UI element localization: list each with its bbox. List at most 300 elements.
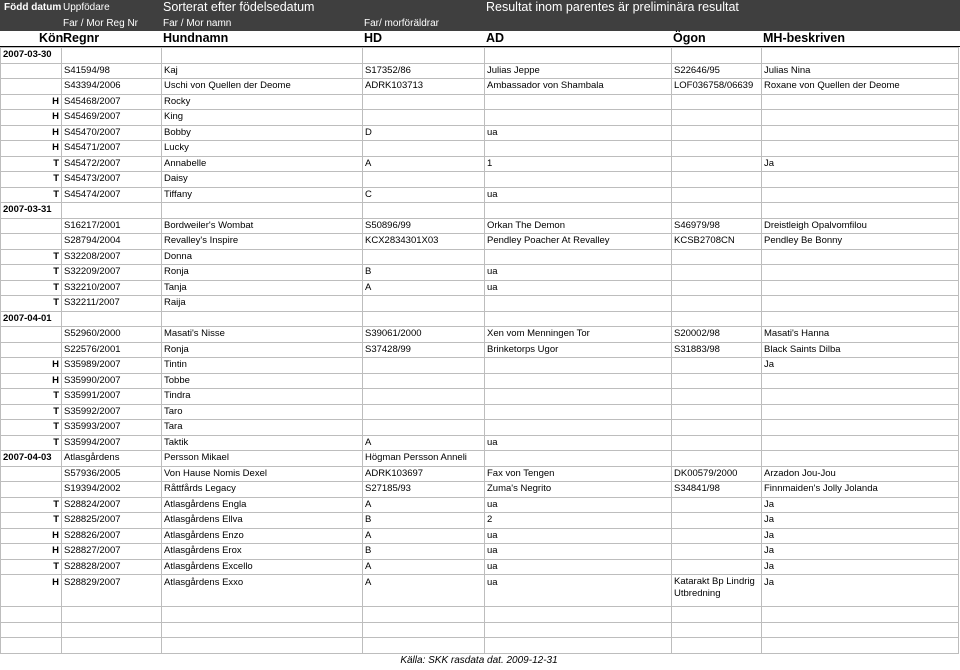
cell-hundnamn: Atlasgårdens Excello [162, 559, 363, 575]
cell-hd: B [363, 265, 485, 281]
cell-ad [485, 451, 672, 467]
cell-mh: Pendley Be Bonny [762, 234, 959, 250]
cell-hundnamn: Uschi von Quellen der Deome [162, 79, 363, 95]
table-row [1, 203, 959, 219]
cell-kon: T [1, 559, 62, 575]
cell-ad [485, 638, 672, 654]
cell-regnr: S28827/2007 [62, 544, 162, 560]
cell-hundnamn: Råttfårds Legacy [162, 482, 363, 498]
table-row [1, 622, 959, 638]
cell-mh: Ja [762, 497, 959, 513]
cell-ogon [672, 435, 762, 451]
cell-kon: H [1, 544, 62, 560]
litter-date: 2007-04-03 [1, 451, 62, 467]
cell-regnr: S28825/2007 [62, 513, 162, 529]
cell-ad: Xen vom Menningen Tor [485, 327, 672, 343]
cell-hundnamn: Masati's Nisse [162, 327, 363, 343]
cell-hd: A [363, 280, 485, 296]
cell-kon: H [1, 358, 62, 374]
cell-ogon [672, 622, 762, 638]
cell-hd [363, 607, 485, 623]
cell-hd: S27185/93 [363, 482, 485, 498]
cell-kon [1, 622, 62, 638]
table-row [1, 451, 959, 467]
cell-ogon [672, 249, 762, 265]
table-row [1, 482, 959, 498]
cell-hd: ADRK103697 [363, 466, 485, 482]
cell-ad: 2 [485, 513, 672, 529]
cell-hd: S37428/99 [363, 342, 485, 358]
header-far-mor-regnr: Far / Mor Reg Nr [63, 18, 139, 29]
cell-hundnamn: King [162, 110, 363, 126]
header-regnr: Regnr [63, 31, 100, 45]
cell-regnr: S35989/2007 [62, 358, 162, 374]
cell-hundnamn: Revalley's Inspire [162, 234, 363, 250]
cell-hd: A [363, 528, 485, 544]
cell-hundnamn: Tiffany [162, 187, 363, 203]
table-header [0, 0, 960, 47]
cell-ogon [672, 125, 762, 141]
table-row [1, 280, 959, 296]
cell-hundnamn: Daisy [162, 172, 363, 188]
cell-kon: T [1, 280, 62, 296]
cell-mh: Roxane von Quellen der Deome [762, 79, 959, 95]
cell-hd: B [363, 513, 485, 529]
cell-kon [1, 218, 62, 234]
cell-hd: A [363, 497, 485, 513]
cell-ad: Zuma's Negrito [485, 482, 672, 498]
cell-regnr: S57936/2005 [62, 466, 162, 482]
cell-hundnamn: Atlasgårdens Engla [162, 497, 363, 513]
cell-regnr: S28824/2007 [62, 497, 162, 513]
cell-kon [1, 234, 62, 250]
cell-kon [1, 63, 62, 79]
litter-date: 2007-04-01 [1, 311, 62, 327]
header-far-mor-namn: Far / Mor namn [163, 18, 232, 29]
cell-kon: T [1, 265, 62, 281]
cell-hd [363, 389, 485, 405]
cell-kon: T [1, 404, 62, 420]
cell-ad [485, 358, 672, 374]
cell-ad [485, 94, 672, 110]
cell-regnr: S45472/2007 [62, 156, 162, 172]
cell-mh: Masati's Hanna [762, 327, 959, 343]
cell-mh [762, 125, 959, 141]
cell-mh [762, 203, 959, 219]
cell-hundnamn [162, 638, 363, 654]
cell-ad: ua [485, 280, 672, 296]
table-row [1, 389, 959, 405]
cell-kon [1, 638, 62, 654]
cell-ogon [672, 638, 762, 654]
header-mh: MH-beskriven [763, 31, 845, 45]
table-row [1, 63, 959, 79]
header-sorterat: Sorterat efter födelsedatum [163, 0, 315, 14]
cell-ogon [672, 296, 762, 312]
cell-ogon: S22646/95 [672, 63, 762, 79]
cell-hd [363, 373, 485, 389]
table-row [1, 172, 959, 188]
cell-regnr: S19394/2002 [62, 482, 162, 498]
cell-ad: ua [485, 187, 672, 203]
cell-ad: Ambassador von Shambala [485, 79, 672, 95]
cell-mh [762, 94, 959, 110]
litter-date: 2007-03-30 [1, 48, 62, 64]
cell-ogon [672, 451, 762, 467]
cell-kon: T [1, 497, 62, 513]
table-row [1, 638, 959, 654]
cell-mh [762, 638, 959, 654]
cell-mh [762, 404, 959, 420]
cell-kon: H [1, 528, 62, 544]
cell-hundnamn: Tindra [162, 389, 363, 405]
cell-ogon [672, 280, 762, 296]
cell-ogon: S20002/98 [672, 327, 762, 343]
cell-ad [485, 296, 672, 312]
cell-regnr: S28828/2007 [62, 559, 162, 575]
cell-hundnamn: Tanja [162, 280, 363, 296]
cell-ogon: S31883/98 [672, 342, 762, 358]
cell-hd: A [363, 435, 485, 451]
cell-ogon [672, 389, 762, 405]
cell-ad: ua [485, 497, 672, 513]
cell-hundnamn: Bordweiler's Wombat [162, 218, 363, 234]
cell-ogon [672, 203, 762, 219]
cell-hundnamn: Atlasgårdens Exxo [162, 575, 363, 607]
cell-ogon [672, 544, 762, 560]
cell-ogon [672, 513, 762, 529]
cell-kon: T [1, 435, 62, 451]
cell-hundnamn: Taktik [162, 435, 363, 451]
cell-regnr: S32208/2007 [62, 249, 162, 265]
cell-kon: T [1, 389, 62, 405]
cell-mh: Ja [762, 513, 959, 529]
cell-regnr: S45468/2007 [62, 94, 162, 110]
cell-kon: H [1, 94, 62, 110]
cell-mh [762, 187, 959, 203]
cell-ad: ua [485, 575, 672, 607]
cell-ad [485, 172, 672, 188]
cell-mh: Ja [762, 156, 959, 172]
header-resultat: Resultat inom parentes är preliminära resultat [486, 0, 739, 14]
cell-regnr: S32211/2007 [62, 296, 162, 312]
cell-ad [485, 141, 672, 157]
cell-ogon [672, 156, 762, 172]
cell-ad: Pendley Poacher At Revalley [485, 234, 672, 250]
cell-mh: Ja [762, 559, 959, 575]
cell-kon [1, 482, 62, 498]
table-row [1, 420, 959, 436]
header-row-3 [0, 31, 960, 47]
cell-hd: ADRK103713 [363, 79, 485, 95]
cell-regnr: S35992/2007 [62, 404, 162, 420]
cell-ad [485, 311, 672, 327]
cell-hd: A [363, 575, 485, 607]
cell-regnr: S35990/2007 [62, 373, 162, 389]
cell-mh [762, 607, 959, 623]
header-row-2 [0, 16, 960, 31]
table-row [1, 559, 959, 575]
table-row [1, 218, 959, 234]
cell-hundnamn [162, 311, 363, 327]
litter-date: 2007-03-31 [1, 203, 62, 219]
cell-ogon [672, 559, 762, 575]
cell-ad: ua [485, 265, 672, 281]
cell-kon: H [1, 110, 62, 126]
cell-hd [363, 94, 485, 110]
cell-kon: H [1, 125, 62, 141]
table-row [1, 327, 959, 343]
cell-ad [485, 249, 672, 265]
cell-ogon [672, 48, 762, 64]
cell-mh: Finnmaiden's Jolly Jolanda [762, 482, 959, 498]
cell-mh: Black Saints Dilba [762, 342, 959, 358]
cell-kon: T [1, 249, 62, 265]
cell-ad [485, 48, 672, 64]
header-hd: HD [364, 31, 383, 45]
cell-mh [762, 265, 959, 281]
cell-kon: T [1, 156, 62, 172]
cell-regnr: S52960/2000 [62, 327, 162, 343]
cell-hundnamn: Lucky [162, 141, 363, 157]
table-row [1, 141, 959, 157]
cell-hd: B [363, 544, 485, 560]
cell-regnr [62, 638, 162, 654]
cell-hundnamn [162, 48, 363, 64]
cell-ad [485, 389, 672, 405]
cell-kon: T [1, 513, 62, 529]
cell-hd: S50896/99 [363, 218, 485, 234]
cell-kon [1, 466, 62, 482]
cell-ad: ua [485, 528, 672, 544]
cell-hundnamn: Tara [162, 420, 363, 436]
cell-hd: D [363, 125, 485, 141]
cell-regnr: S45473/2007 [62, 172, 162, 188]
cell-hundnamn: Raija [162, 296, 363, 312]
cell-ogon: DK00579/2000 [672, 466, 762, 482]
cell-regnr: S28829/2007 [62, 575, 162, 607]
table-row [1, 311, 959, 327]
cell-hundnamn: Annabelle [162, 156, 363, 172]
cell-kon: T [1, 187, 62, 203]
table-row [1, 156, 959, 172]
cell-hundnamn: Donna [162, 249, 363, 265]
cell-mh: Julias Nina [762, 63, 959, 79]
cell-kon [1, 342, 62, 358]
cell-ogon [672, 311, 762, 327]
header-hundnamn: Hundnamn [163, 31, 229, 45]
cell-hundnamn: Persson Mikael [162, 451, 363, 467]
table-row [1, 373, 959, 389]
cell-mh [762, 141, 959, 157]
cell-regnr: S45469/2007 [62, 110, 162, 126]
table-row [1, 358, 959, 374]
header-uppfodare: Uppfödare [63, 2, 110, 13]
cell-kon: H [1, 575, 62, 607]
cell-regnr: S35991/2007 [62, 389, 162, 405]
cell-mh [762, 172, 959, 188]
table-row [1, 187, 959, 203]
cell-ad: ua [485, 544, 672, 560]
cell-ogon [672, 404, 762, 420]
cell-mh [762, 622, 959, 638]
cell-ogon [672, 141, 762, 157]
table-row [1, 404, 959, 420]
cell-regnr [62, 607, 162, 623]
header-kon: Kön [39, 31, 64, 45]
cell-regnr: S35993/2007 [62, 420, 162, 436]
cell-ad: ua [485, 559, 672, 575]
cell-mh: Arzadon Jou-Jou [762, 466, 959, 482]
cell-kon: H [1, 373, 62, 389]
cell-mh [762, 110, 959, 126]
cell-hundnamn: Atlasgårdens Erox [162, 544, 363, 560]
table-row [1, 544, 959, 560]
table-row [1, 607, 959, 623]
cell-ad: Brinketorps Ugor [485, 342, 672, 358]
table-row [1, 575, 959, 607]
results-table [0, 47, 959, 654]
cell-regnr: S16217/2001 [62, 218, 162, 234]
cell-ad [485, 373, 672, 389]
header-far-morforaldrar: Far/ morföräldrar [364, 18, 440, 29]
cell-ad [485, 420, 672, 436]
cell-ogon [672, 110, 762, 126]
cell-mh [762, 311, 959, 327]
header-fodd-datum: Född datum [4, 2, 62, 13]
results-table-body [1, 48, 959, 654]
cell-hd [363, 358, 485, 374]
cell-hd: S39061/2000 [363, 327, 485, 343]
cell-kon: T [1, 296, 62, 312]
cell-regnr [62, 622, 162, 638]
cell-hd: A [363, 559, 485, 575]
source-footer: Källa: SKK rasdata dat. 2009-12-31 [400, 655, 558, 666]
cell-hd [363, 110, 485, 126]
cell-mh: Ja [762, 358, 959, 374]
cell-regnr: S32209/2007 [62, 265, 162, 281]
table-row [1, 497, 959, 513]
table-row [1, 296, 959, 312]
header-ogon: Ögon [673, 31, 706, 45]
cell-ogon [672, 373, 762, 389]
cell-hd [363, 296, 485, 312]
cell-mh [762, 435, 959, 451]
cell-hd [363, 141, 485, 157]
cell-hundnamn: Rocky [162, 94, 363, 110]
cell-ad [485, 622, 672, 638]
cell-hd [363, 311, 485, 327]
cell-mh [762, 280, 959, 296]
cell-regnr: S35994/2007 [62, 435, 162, 451]
table-row [1, 48, 959, 64]
cell-kon [1, 327, 62, 343]
cell-kon: H [1, 141, 62, 157]
header-row-1 [0, 0, 960, 16]
cell-mh: Ja [762, 528, 959, 544]
cell-ogon [672, 172, 762, 188]
cell-regnr: Atlasgårdens [62, 451, 162, 467]
table-row [1, 435, 959, 451]
table-row [1, 513, 959, 529]
cell-ad: Julias Jeppe [485, 63, 672, 79]
cell-hd [363, 203, 485, 219]
table-row [1, 110, 959, 126]
cell-hd [363, 249, 485, 265]
cell-ogon [672, 420, 762, 436]
cell-regnr: S45474/2007 [62, 187, 162, 203]
cell-ogon [672, 94, 762, 110]
cell-kon: T [1, 420, 62, 436]
cell-mh [762, 389, 959, 405]
cell-hundnamn: Tintin [162, 358, 363, 374]
table-row [1, 265, 959, 281]
cell-ad [485, 110, 672, 126]
cell-ogon [672, 497, 762, 513]
cell-hundnamn: Ronja [162, 265, 363, 281]
cell-regnr: S22576/2001 [62, 342, 162, 358]
cell-hd [363, 172, 485, 188]
cell-mh: Ja [762, 544, 959, 560]
cell-kon: T [1, 172, 62, 188]
cell-hd [363, 404, 485, 420]
cell-hundnamn: Von Hause Nomis Dexel [162, 466, 363, 482]
cell-regnr: S45471/2007 [62, 141, 162, 157]
cell-mh [762, 373, 959, 389]
cell-hundnamn [162, 607, 363, 623]
cell-ad [485, 203, 672, 219]
cell-regnr: S28826/2007 [62, 528, 162, 544]
cell-ad: ua [485, 125, 672, 141]
table-row [1, 94, 959, 110]
cell-ad [485, 404, 672, 420]
cell-ogon [672, 265, 762, 281]
cell-ogon: S46979/98 [672, 218, 762, 234]
cell-regnr [62, 48, 162, 64]
table-row [1, 249, 959, 265]
cell-regnr: S28794/2004 [62, 234, 162, 250]
cell-hundnamn: Bobby [162, 125, 363, 141]
cell-hundnamn: Atlasgårdens Ellva [162, 513, 363, 529]
cell-mh [762, 296, 959, 312]
cell-ogon: S34841/98 [672, 482, 762, 498]
cell-mh [762, 48, 959, 64]
cell-hd: S17352/86 [363, 63, 485, 79]
cell-hd: A [363, 156, 485, 172]
cell-ogon: LOF036758/06639 [672, 79, 762, 95]
cell-hundnamn: Taro [162, 404, 363, 420]
cell-mh [762, 420, 959, 436]
cell-ad: Orkan The Demon [485, 218, 672, 234]
table-row [1, 79, 959, 95]
cell-ogon [672, 607, 762, 623]
cell-regnr [62, 311, 162, 327]
cell-mh [762, 249, 959, 265]
cell-hd [363, 638, 485, 654]
cell-hd [363, 622, 485, 638]
cell-ogon: KCSB2708CN [672, 234, 762, 250]
table-row [1, 528, 959, 544]
cell-hundnamn: Atlasgårdens Enzo [162, 528, 363, 544]
cell-mh: Ja [762, 575, 959, 607]
table-row [1, 466, 959, 482]
cell-kon [1, 79, 62, 95]
cell-hundnamn [162, 203, 363, 219]
cell-ogon [672, 187, 762, 203]
cell-kon [1, 607, 62, 623]
cell-hd: C [363, 187, 485, 203]
table-row [1, 125, 959, 141]
